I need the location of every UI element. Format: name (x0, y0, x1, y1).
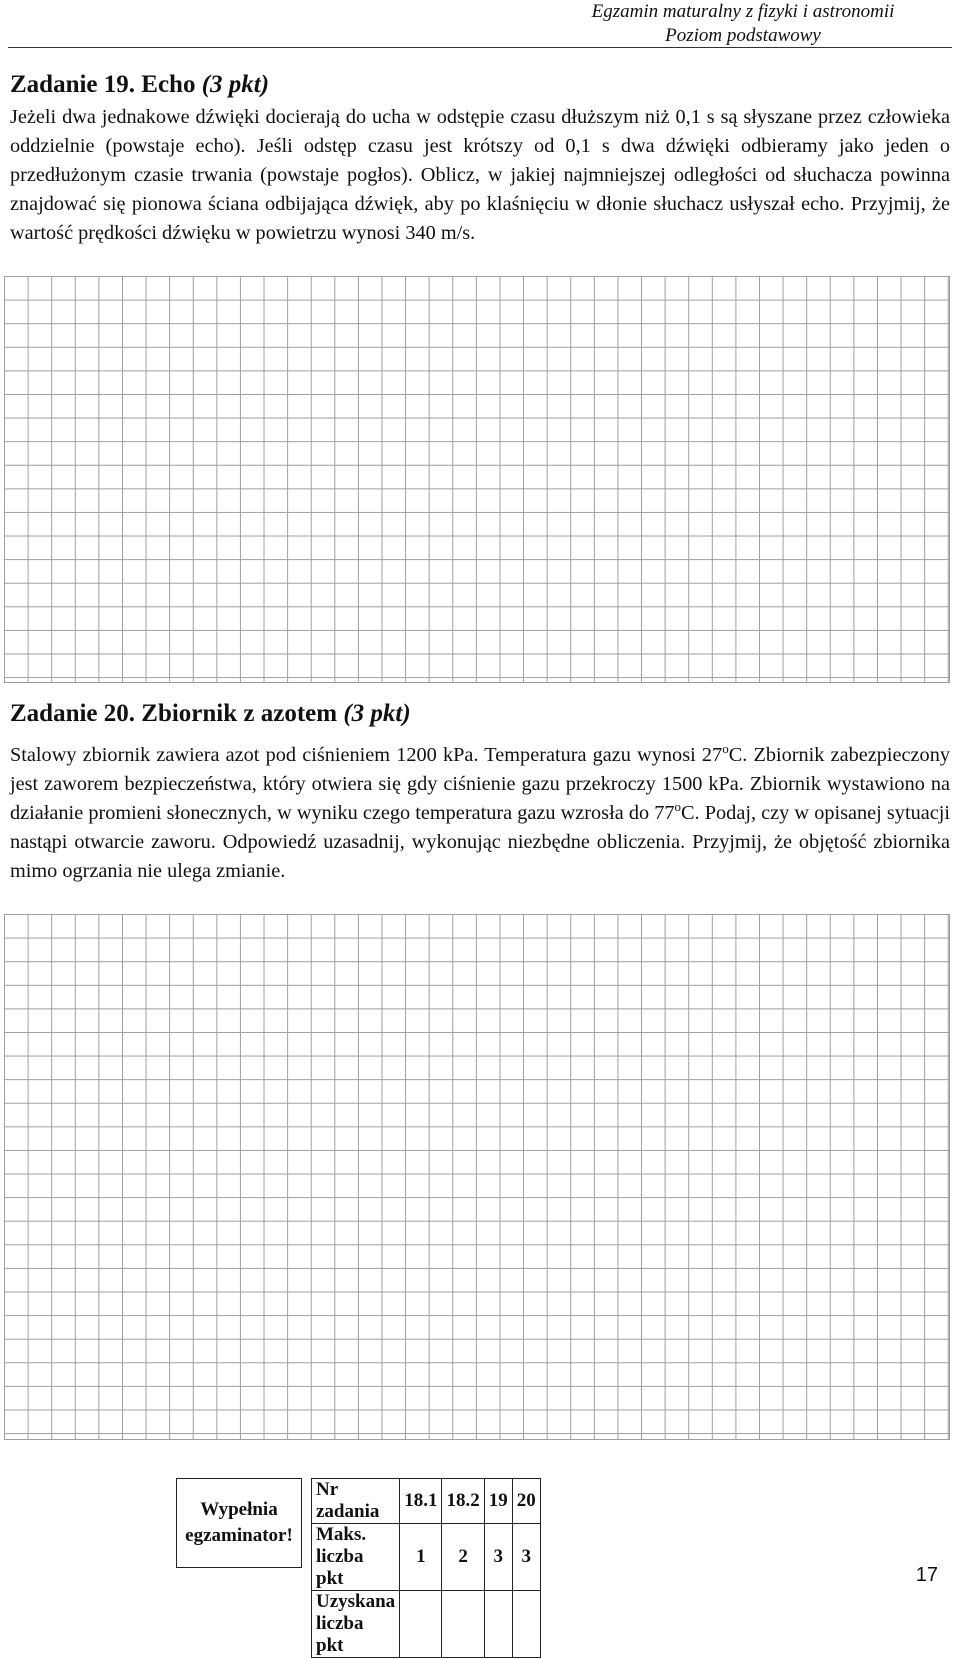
degree-sign: o (674, 799, 682, 815)
task-19-title-main: Zadanie 19. Echo (10, 71, 202, 98)
task-20-text-part3: C. Podaj, czy w opisanej sytuacji nastąpi otwarcie zaworu. Odpowiedź uzasadnij, wykonując niezbędne obliczenia. Przyjmij, że objętość zbiornika mimo ogrzania nie ulega zmianie. (10, 802, 950, 882)
page-header (543, 0, 943, 48)
task-20-title (10, 699, 411, 729)
task-19-title (10, 70, 269, 100)
obtained-points-cell[interactable] (512, 1591, 540, 1658)
max-points-cell: 1 (400, 1524, 442, 1591)
task-number-cell: 19 (484, 1479, 512, 1524)
obtained-points-cell[interactable] (484, 1591, 512, 1658)
row-label-max-points: Maks. liczba pkt (312, 1524, 400, 1591)
task-number-cell: 18.2 (442, 1479, 484, 1524)
obtained-points-cell[interactable] (442, 1591, 484, 1658)
exam-level: Poziom podstawowy (665, 25, 821, 46)
task-number-cell: 20 (512, 1479, 540, 1524)
task-20-title-main: Zadanie 20. Zbiornik z azotem (10, 700, 344, 727)
task-20-points: (3 pkt) (343, 700, 411, 727)
examiner-box (176, 1478, 302, 1568)
score-row-obtained-points (312, 1591, 541, 1658)
exam-title: Egzamin maturalny z fizyki i astronomii (591, 1, 895, 22)
max-points-cell: 2 (442, 1524, 484, 1591)
score-table (311, 1478, 541, 1658)
task-19-text: Jeżeli dwa jednakowe dźwięki docierają do ucha w odstępie czasu dłuższym niż 0,1 s są słyszane przez człowieka oddzielnie (powstaje echo). Jeśli odstęp czasu jest krótszy od 0,1 s dwa dźwięki odbieramy jako jeden o przedłużonym czasie trwania (powstaje pogłos). Oblicz, w jakiej najmniejszej odległości od słuchacza powinna znajdować się pionowa ściana odbijająca dźwięk, aby po klaśnięciu w dłonie słuchacz usłyszał echo. Przyjmij, że wartość prędkości dźwięku w powietrzu wynosi 340 m/s. (10, 106, 950, 244)
row-label-obtained-points: Uzyskana liczba pkt (312, 1591, 400, 1658)
row-label-task-number: Nr zadania (312, 1479, 400, 1524)
obtained-points-cell[interactable] (400, 1591, 442, 1658)
page-number: 17 (915, 1564, 938, 1586)
max-points-cell: 3 (484, 1524, 512, 1591)
task-number-cell: 18.1 (400, 1479, 442, 1524)
examiner-label-line2: egzaminator! (185, 1525, 293, 1546)
answer-grid-task-19[interactable] (4, 276, 950, 683)
max-points-cell: 3 (512, 1524, 540, 1591)
task-20-text (10, 741, 950, 886)
task-20-text-part1: Stalowy zbiornik zawiera azot pod ciśnieniem 1200 kPa. Temperatura gazu wynosi 27 (10, 744, 723, 766)
degree-sign: o (722, 741, 729, 757)
task-19-points: (3 pkt) (201, 71, 270, 98)
examiner-label-line1: Wypełnia (200, 1499, 278, 1520)
score-row-task-numbers (312, 1479, 541, 1524)
answer-grid-task-20[interactable] (4, 914, 950, 1440)
score-row-max-points (312, 1524, 541, 1591)
task-20-text-part2: C. Zbiornik zabezpieczony jest zaworem bezpieczeństwa, który otwiera się gdy ciśnienie gazu przekroczy 1500 kPa. Zbiornik wystawiono na działanie promieni słonecznych, w wyniku czego temperatura gazu wzrosła do 77 (10, 744, 950, 824)
header-divider (8, 47, 952, 48)
